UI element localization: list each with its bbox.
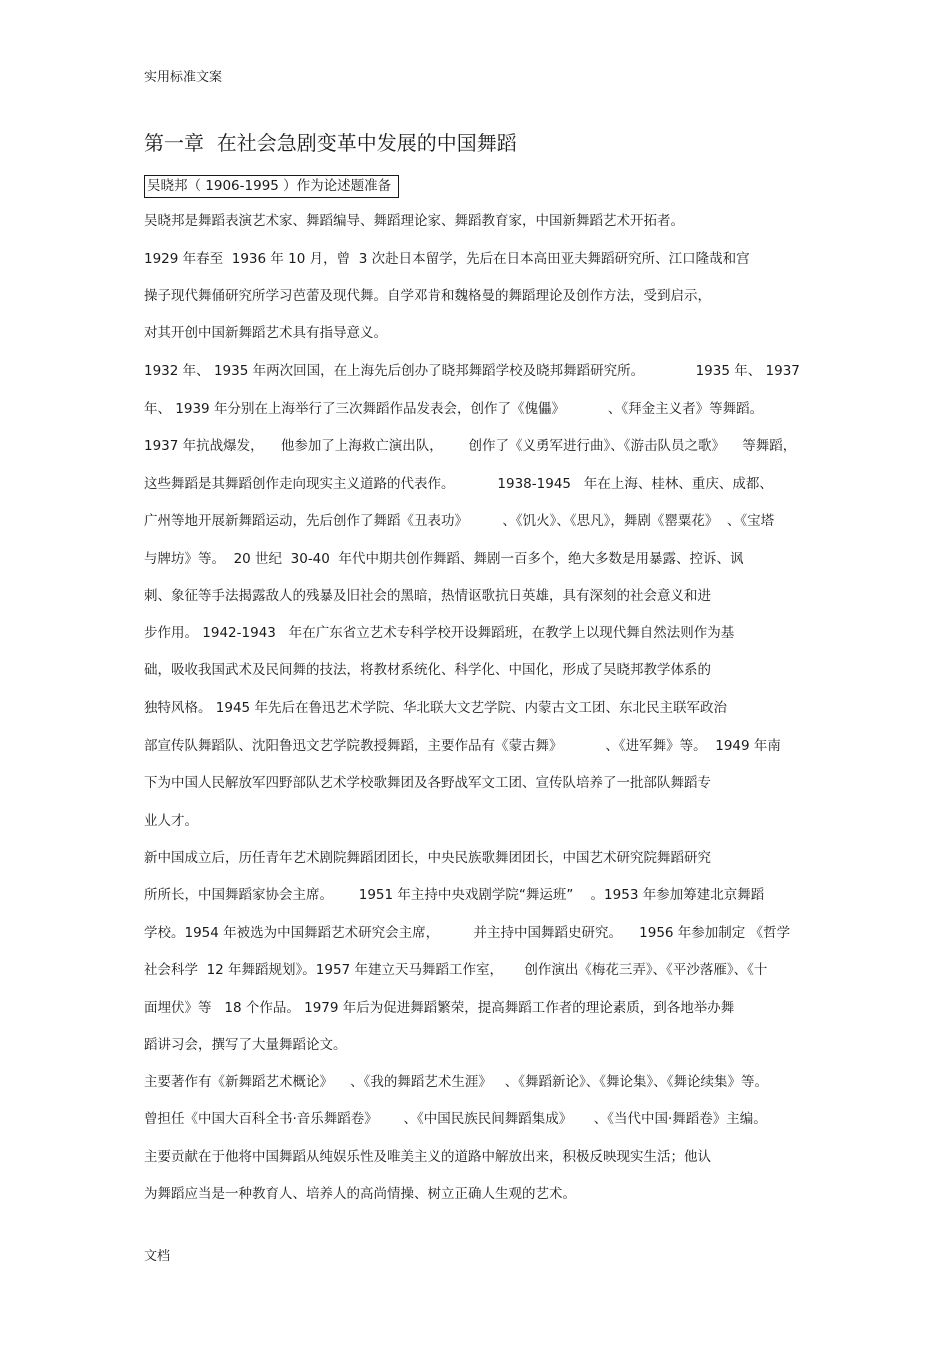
text-line: 1937 年抗战爆发， 他参加了上海救亡演出队， 创作了《义勇军进行曲》、《游击队员之歌》 等舞蹈， [144,438,797,454]
text-line: 年、 1939 年分别在上海举行了三次舞蹈作品发表会，创作了《傀儡》 、《拜金主义者》等舞蹈。 [144,401,764,417]
text-line: 新中国成立后，历任青年艺术剧院舞蹈团团长，中央民族歌舞团团长，中国艺术研究院舞蹈研究 [144,850,711,866]
text-line: 独特风格。 1945 年先后在鲁迅艺术学院、华北联大文艺学院、内蒙古文工团、东北民主联军政治 [144,700,727,716]
page-header: 实用标准文案 [144,70,223,85]
text-line: 蹈讲习会，撰写了大量舞蹈论文。 [144,1037,347,1053]
text-line: 为舞蹈应当是一种教育人、培养人的高尚情操、树立正确人生观的艺术。 [144,1186,576,1202]
text-line: 面埋伏》等 18 个作品。 1979 年后为促进舞蹈繁荣，提高舞蹈工作者的理论素质，到各地举办舞 [144,1000,735,1016]
text-line: 吴晓邦是舞蹈表演艺术家、舞蹈编导、舞蹈理论家、舞蹈教育家，中国新舞蹈艺术开拓者。 [144,213,684,229]
text-line: 与牌坊》等。 20 世纪 30-40 年代中期共创作舞蹈、舞剧一百多个，绝大多数是用暴露、控诉、讽 [144,551,744,567]
text-line: 对其开创中国新舞蹈艺术具有指导意义。 [144,325,387,341]
topic-box: 吴晓邦（ 1906-1995 ）作为论述题准备 [144,175,399,198]
text-line: 部宣传队舞蹈队、沈阳鲁迅文艺学院教授舞蹈，主要作品有《蒙古舞》 、《进军舞》等。 1949 年南 [144,738,781,754]
text-line: 1929 年春至 1936 年 10 月，曾 3 次赴日本留学，先后在日本高田亚夫舞蹈研究所、江口隆哉和宫 [144,251,750,267]
text-line: 主要贡献在于他将中国舞蹈从纯娱乐性及唯美主义的道路中解放出来，积极反映现实生活；他认 [144,1149,711,1165]
text-line: 步作用。 1942-1943 年在广东省立艺术专科学校开设舞蹈班，在教学上以现代舞自然法则作为基 [144,625,735,641]
chapter-title: 第一章 在社会急剧变革中发展的中国舞蹈 [144,131,517,155]
text-line: 1932 年、 1935 年两次回国，在上海先后创办了晓邦舞蹈学校及晓邦舞蹈研究所。 1935 年、 1937 [144,363,800,379]
text-line: 广州等地开展新舞蹈运动，先后创作了舞蹈《丑表功》 、《饥火》、《思凡》，舞剧《罂粟花》 、《宝塔 [144,513,775,529]
text-line: 刺、象征等手法揭露敌人的残暴及旧社会的黑暗，热情讴歌抗日英雄，具有深刻的社会意义和进 [144,588,711,604]
text-line: 主要著作有《新舞蹈艺术概论》 、《我的舞蹈艺术生涯》 、《舞蹈新论》、《舞论集》、《舞论续集》等。 [144,1074,769,1090]
text-line: 下为中国人民解放军四野部队艺术学校歌舞团及各野战军文工团、宣传队培养了一批部队舞蹈专 [144,775,711,791]
text-line: 所所长，中国舞蹈家协会主席。 1951 年主持中央戏剧学院“舞运班” 。1953 年参加筹建北京舞蹈 [144,887,765,903]
text-line: 这些舞蹈是其舞蹈创作走向现实主义道路的代表作。 1938-1945 年在上海、桂林、重庆、成都、 [144,476,773,492]
text-line: 业人才。 [144,813,198,829]
text-line: 础，吸收我国武术及民间舞的技法，将教材系统化、科学化、中国化，形成了吴晓邦教学体系的 [144,662,711,678]
text-line: 学校。1954 年被选为中国舞蹈艺术研究会主席， 并主持中国舞蹈史研究。 1956 年参加制定 《哲学 [144,925,791,941]
page-footer: 文档 [144,1249,171,1264]
text-line: 曾担任《中国大百科全书·音乐舞蹈卷》 、《中国民族民间舞蹈集成》 、《当代中国·舞蹈卷》主编。 [144,1111,767,1127]
text-line: 社会科学 12 年舞蹈规划》。1957 年建立天马舞蹈工作室， 创作演出《梅花三弄》、《平沙落雁》、《十 [144,962,768,978]
text-line: 操子现代舞俑研究所学习芭蕾及现代舞。自学邓肯和魏格曼的舞蹈理论及创作方法，受到启示， [144,288,711,304]
